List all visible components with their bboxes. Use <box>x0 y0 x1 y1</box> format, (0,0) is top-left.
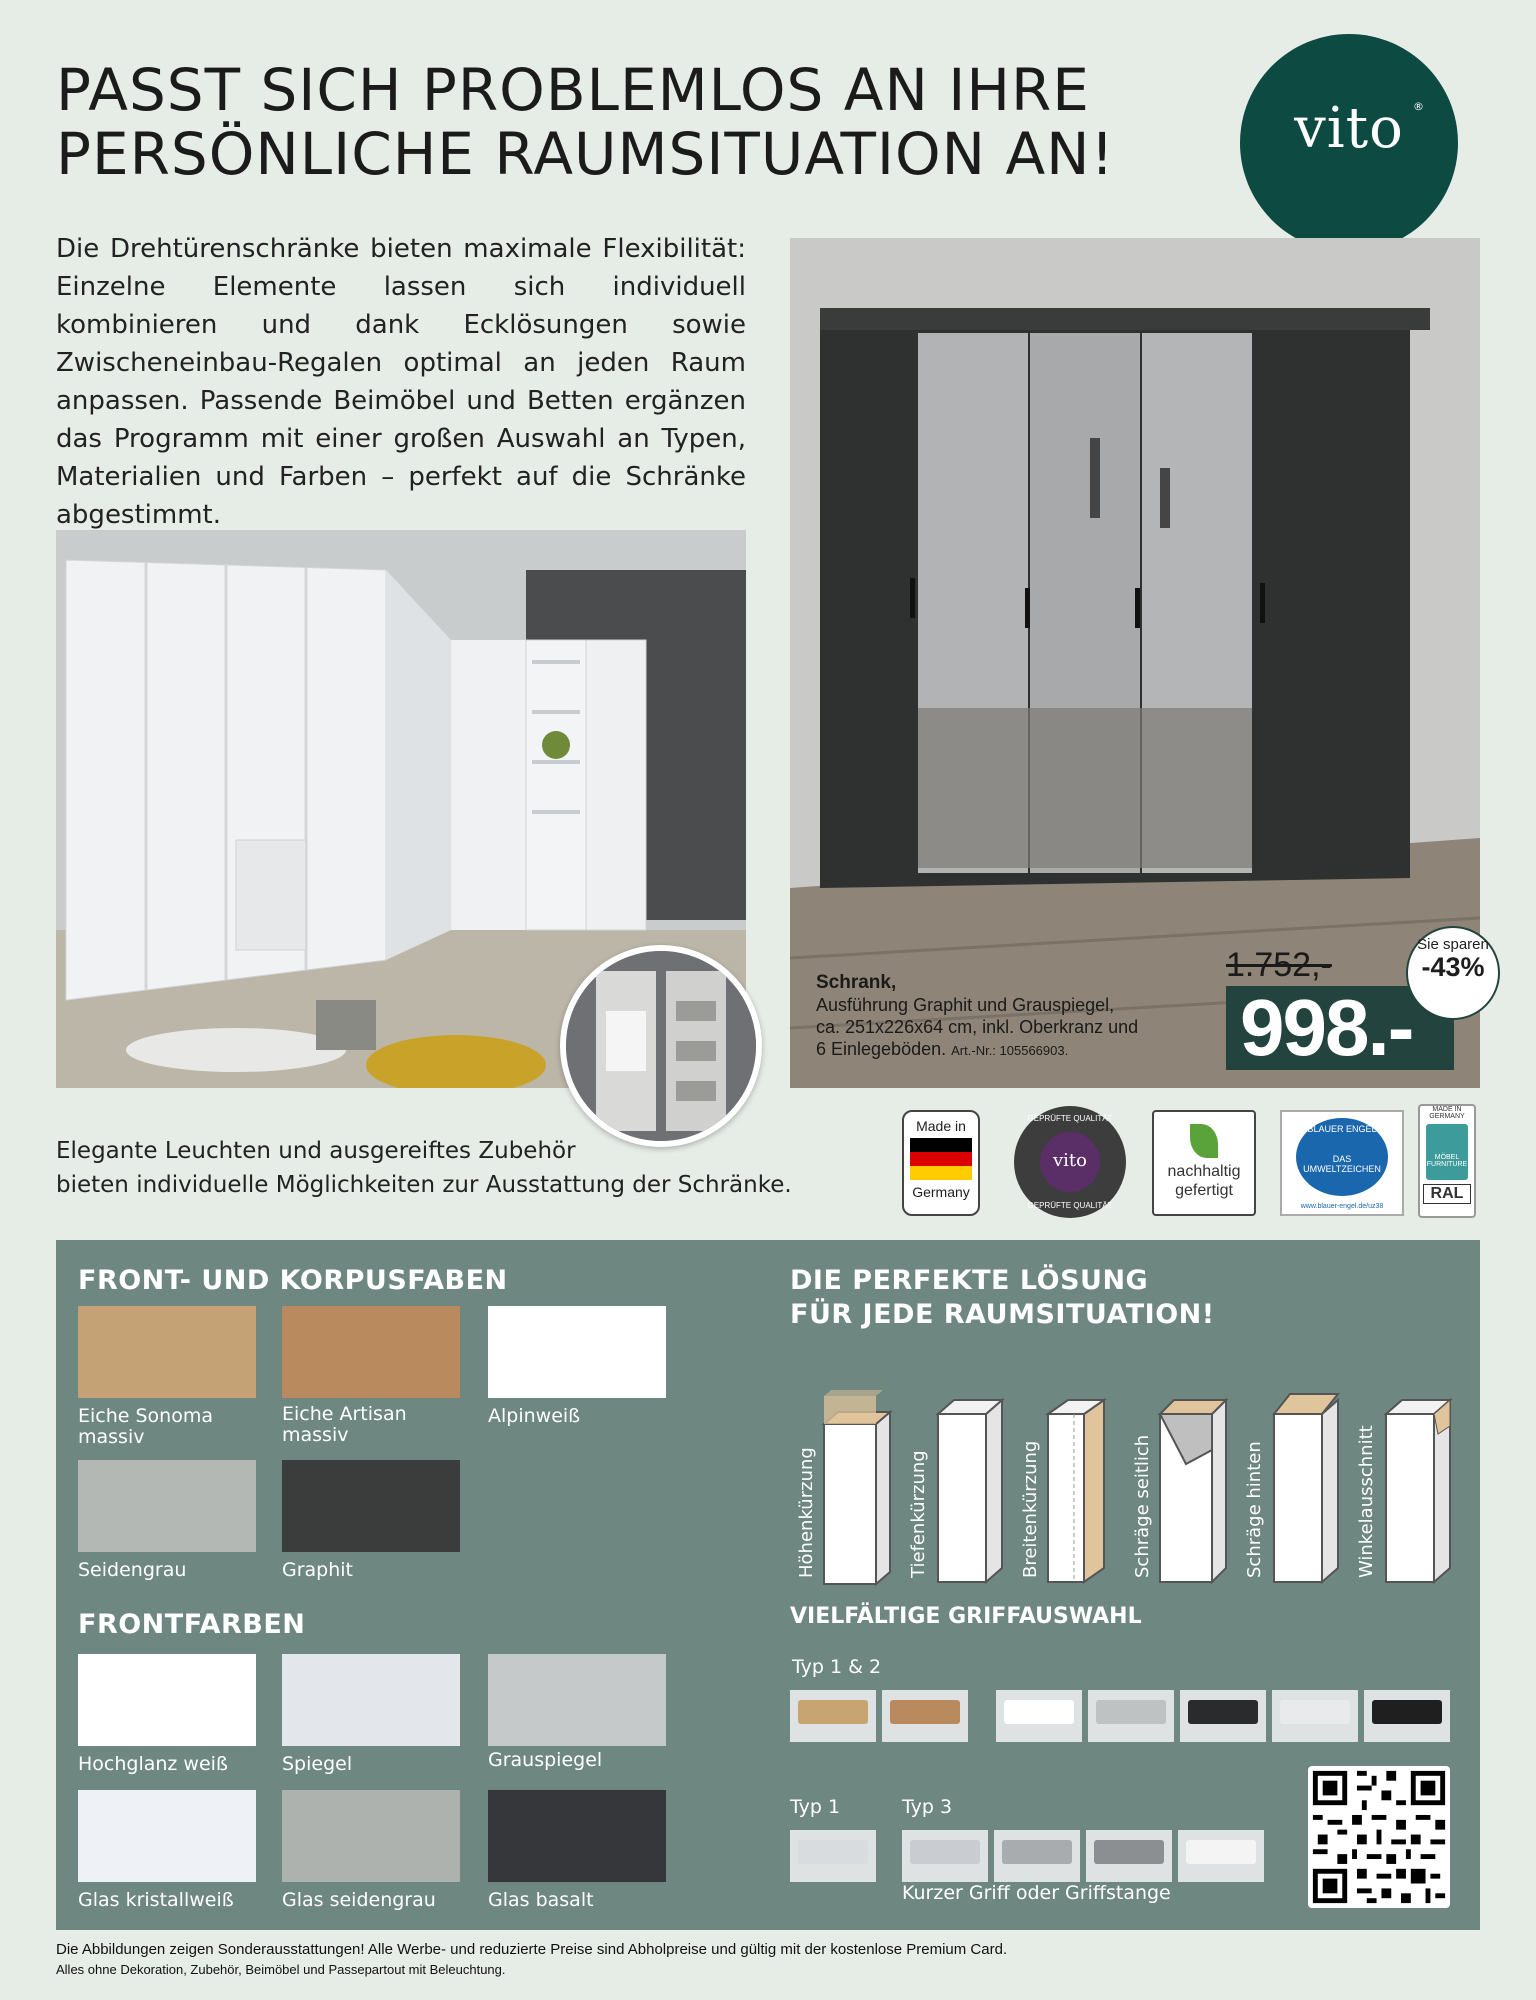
grips-title: VIELFÄLTIGE GRIFFAUSWAHL <box>790 1604 1142 1629</box>
swatch-eiche-artisan <box>282 1306 460 1398</box>
cabinet-breitenkuerzung-icon <box>1044 1390 1134 1590</box>
grip-typ12-1 <box>790 1690 876 1742</box>
label-hoehenkuerzung: Höhenkürzung <box>796 1447 817 1578</box>
swatch-label-graphit: Graphit <box>282 1559 354 1581</box>
swatch-graphit <box>282 1460 460 1552</box>
label-breitenkuerzung: Breitenkürzung <box>1020 1440 1041 1578</box>
made-in-germany-badge <box>902 1110 980 1216</box>
product-desc-2: ca. 251x226x64 cm, inkl. Oberkranz und <box>816 1017 1139 1037</box>
swatch-label-grauspiegel: Grauspiegel <box>488 1749 603 1771</box>
headline-line-2: PERSÖNLICHE RAUMSITUATION AN! <box>56 120 1115 188</box>
ral-badge <box>1418 1104 1476 1218</box>
typ12-label: Typ 1 & 2 <box>792 1656 882 1678</box>
save-label: Sie sparen <box>1417 936 1489 953</box>
typ1-label: Typ 1 <box>790 1796 841 1818</box>
colors-title: FRONT- UND KORPUSFABEN <box>78 1265 508 1296</box>
swatch-label-glas-kristallweiss: Glas kristallweiß <box>78 1889 234 1911</box>
grip-typ3-1 <box>902 1830 988 1882</box>
grip-typ3-4 <box>1178 1830 1264 1882</box>
product-desc-3-text: 6 Einlegeböden. <box>816 1039 947 1059</box>
swatch-glas-seidengrau <box>282 1790 460 1882</box>
swatch-label-alpinweiss: Alpinweiß <box>488 1405 581 1427</box>
qr-code-graphic <box>1308 1766 1450 1908</box>
grip-typ3-2 <box>994 1830 1080 1882</box>
intro-text: Die Drehtürenschränke bieten maximale Flexibilität: Einzelne Elemente lassen sich individuell kombinieren und dank Ecklösungen sowie Zwischeneinbau-Regalen optimal an jeden Raum anpassen. Passende Beimöbel und Betten ergänzen das Programm mit einer großen Auswahl an Typen, Materialien und Farben – perfekt auf die Schränke abgestimmt. <box>56 234 746 530</box>
sustainable-line-1: nachhaltig <box>1167 1163 1241 1180</box>
swatch-glas-basalt <box>488 1790 666 1882</box>
germany-text: Germany <box>912 1184 970 1200</box>
swatch-eiche-artisan-label-1: Eiche Artisan <box>282 1403 407 1425</box>
engel-top-text: BLAUER ENGEL <box>1307 1124 1377 1134</box>
solutions-title-1: DIE PERFEKTE LÖSUNG <box>790 1265 1149 1296</box>
grip-typ12-5 <box>1180 1690 1266 1742</box>
swatch-glas-kristallweiss <box>78 1790 256 1882</box>
solutions-title <box>790 1264 1215 1332</box>
grip-typ1 <box>790 1830 876 1882</box>
leaf-icon <box>1190 1124 1218 1158</box>
quality-ring-top: GEPRÜFTE QUALITÄT <box>1027 1114 1113 1123</box>
product-name: Schrank, <box>816 972 897 993</box>
page-headline <box>56 58 1206 186</box>
engel-url: www.blauer-engel.de/uz38 <box>1300 1203 1384 1210</box>
sustainable-badge <box>1152 1110 1256 1216</box>
swatch-label-glas-seidengrau: Glas seidengrau <box>282 1889 436 1911</box>
swatch-label-hochglanz-weiss: Hochglanz weiß <box>78 1753 228 1775</box>
swatch-label-eiche-artisan <box>282 1404 407 1446</box>
graphite-wardrobe-photo <box>790 238 1480 1088</box>
footer-line-1: Die Abbildungen zeigen Sonderausstattungen! Alle Werbe- und reduzierte Preise sind Abholpreise und gültig mit der kostenlose Premium Card. <box>56 1941 1008 1958</box>
logo-text: vito <box>1294 96 1404 161</box>
typ3-label: Typ 3 <box>902 1796 953 1818</box>
cabinet-tiefenkuerzung-icon <box>932 1390 1022 1590</box>
product-desc-3 <box>816 1038 1236 1062</box>
label-winkelausschnitt: Winkelausschnitt <box>1356 1425 1377 1578</box>
footer-note <box>56 1940 1007 1980</box>
cabinet-hoehenkuerzung-icon <box>820 1390 910 1590</box>
swatch-label-eiche-sonoma <box>78 1406 213 1448</box>
caption-line-1: Elegante Leuchten und ausgereiftes Zubehör <box>56 1138 576 1164</box>
ral-top-text: MADE IN GERMANY <box>1429 1106 1465 1120</box>
cabinet-winkelausschnitt-icon <box>1380 1390 1470 1590</box>
options-panel <box>56 1240 1480 1930</box>
grip-typ3-3 <box>1086 1830 1172 1882</box>
registered-mark: ® <box>1413 100 1424 113</box>
grip-typ12-7 <box>1364 1690 1450 1742</box>
typ3-caption: Kurzer Griff oder Griffstange <box>902 1882 1171 1904</box>
front-colors-title: FRONTFARBEN <box>78 1609 306 1640</box>
blauer-engel-badge <box>1280 1110 1404 1216</box>
accessories-caption <box>56 1134 792 1202</box>
label-schraege-seitlich: Schräge seitlich <box>1132 1434 1153 1578</box>
graphite-wardrobe-illustration <box>790 238 1480 1088</box>
footer-line-2: Alles ohne Dekoration, Zubehör, Beimöbel und Passepartout mit Beleuchtung. <box>56 1962 506 1977</box>
swatch-eiche-sonoma <box>78 1306 256 1398</box>
save-percent: -43% <box>1421 952 1485 982</box>
swatch-eiche-sonoma-label-2: massiv <box>78 1426 145 1448</box>
ral-furniture-mark: MÖBEL FURNITURE <box>1426 1124 1468 1180</box>
headline-line-1: PASST SICH PROBLEMLOS AN IHRE <box>56 56 1090 124</box>
swatch-spiegel <box>282 1654 460 1746</box>
ral-text: RAL <box>1423 1184 1471 1204</box>
vito-logo <box>1240 34 1458 252</box>
discount-badge <box>1406 926 1500 1020</box>
blauer-engel-seal <box>1296 1118 1388 1196</box>
swatch-seidengrau <box>78 1460 256 1552</box>
grip-typ12-3 <box>996 1690 1082 1742</box>
swatch-label-spiegel: Spiegel <box>282 1753 353 1775</box>
cabinet-schraege-seitlich-icon <box>1156 1390 1246 1590</box>
swatch-label-glas-basalt: Glas basalt <box>488 1889 594 1911</box>
label-schraege-hinten: Schräge hinten <box>1244 1441 1265 1578</box>
swatch-hochglanz-weiss <box>78 1654 256 1746</box>
swatch-grauspiegel <box>488 1654 666 1746</box>
grip-typ12-6 <box>1272 1690 1358 1742</box>
interior-detail-illustration <box>566 951 756 1141</box>
new-price: 998.- <box>1226 986 1454 1070</box>
caption-line-2: bieten individuelle Möglichkeiten zur Ausstattung der Schränke. <box>56 1172 792 1198</box>
made-in-text: Made in <box>916 1118 966 1134</box>
article-number: Art.-Nr.: 105566903. <box>951 1043 1069 1058</box>
swatch-eiche-sonoma-label-1: Eiche Sonoma <box>78 1405 214 1427</box>
cabinet-schraege-hinten-icon <box>1268 1390 1358 1590</box>
quality-seal-logo: vito <box>1040 1132 1100 1192</box>
swatch-label-seidengrau: Seidengrau <box>78 1559 187 1581</box>
swatch-eiche-artisan-label-2: massiv <box>282 1424 349 1446</box>
qr-code[interactable] <box>1308 1766 1450 1908</box>
swatch-alpinweiss <box>488 1306 666 1398</box>
interior-detail-inset <box>560 945 762 1147</box>
old-price: 1.752,- <box>1226 946 1332 984</box>
label-tiefenkuerzung: Tiefenkürzung <box>908 1450 929 1578</box>
grip-typ12-4 <box>1088 1690 1174 1742</box>
vito-quality-badge <box>1014 1106 1126 1218</box>
engel-bottom-text: DAS UMWELTZEICHEN <box>1303 1154 1381 1174</box>
product-info <box>816 972 1236 1062</box>
grip-typ12-2 <box>882 1690 968 1742</box>
sustainable-line-2: gefertigt <box>1175 1182 1233 1199</box>
quality-ring-bottom: GEPRÜFTE QUALITÄT <box>1027 1201 1113 1210</box>
solutions-title-2: FÜR JEDE RAUMSITUATION! <box>790 1299 1215 1330</box>
product-desc-1: Ausführung Graphit und Grauspiegel, <box>816 995 1115 1015</box>
german-flag-icon <box>910 1138 972 1180</box>
